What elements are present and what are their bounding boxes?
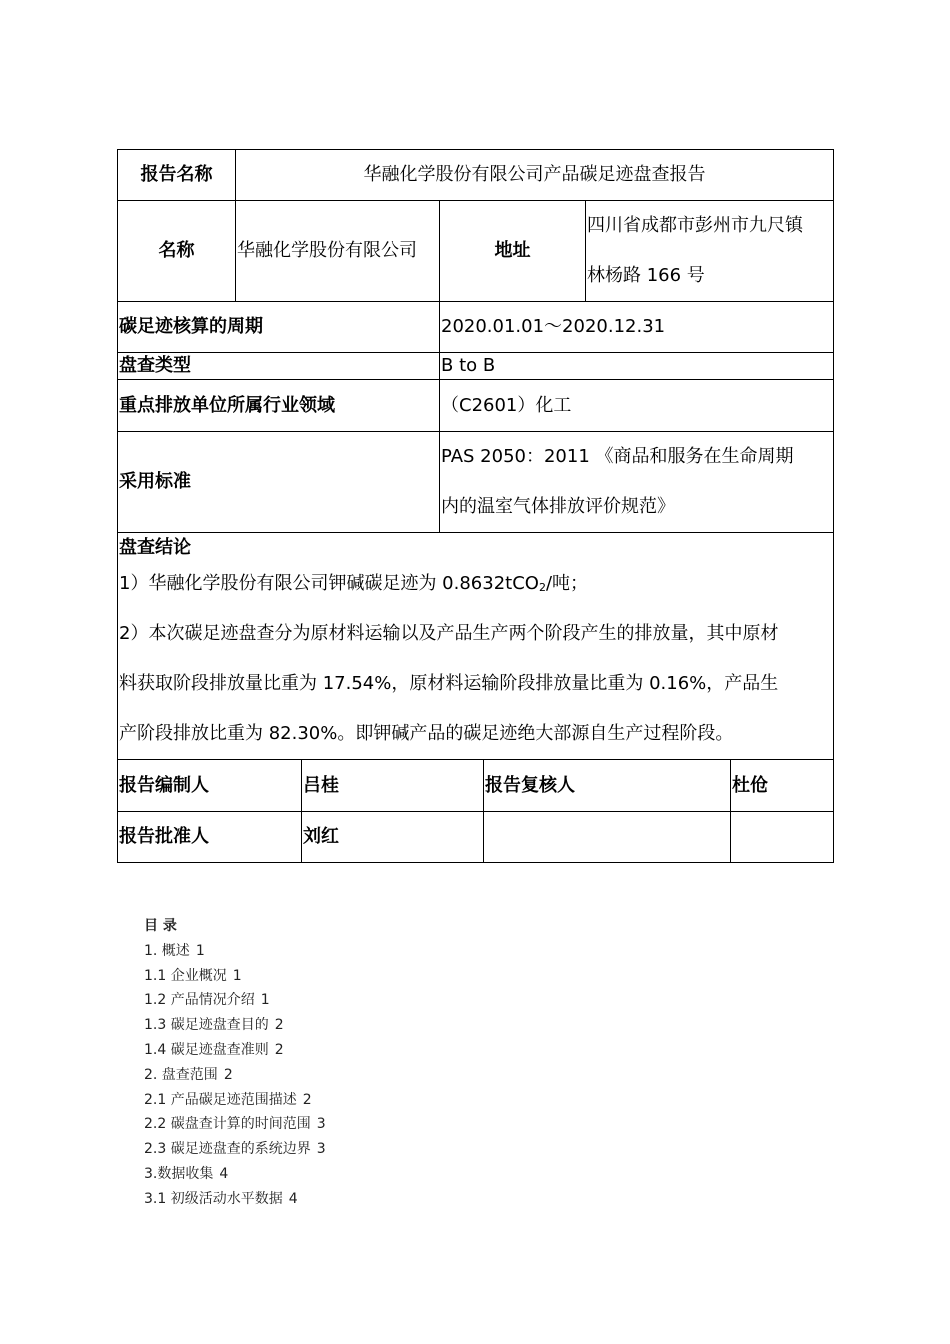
row-industry [118, 380, 834, 432]
standard-line-1: PAS 2050：2011 《商品和服务在生命周期 [441, 446, 794, 467]
table-of-contents [144, 914, 326, 1212]
empty-cell [484, 812, 731, 863]
toc-item[interactable]: 2. 盘查范围 2 [144, 1066, 233, 1083]
conclusion-item-1: 1）华融化学股份有限公司钾碱碳足迹为 0.8632tCO$_2$/吨； [119, 573, 589, 594]
toc-item[interactable]: 2.1 产品碳足迹范围描述 2 [144, 1091, 312, 1108]
industry-value: （C2601）化工 [440, 380, 834, 432]
toc-item[interactable]: 1.2 产品情况介绍 1 [144, 992, 270, 1009]
row-standard [118, 432, 834, 533]
type-value: B to B [440, 353, 834, 380]
row-approver [118, 812, 834, 863]
row-company [118, 201, 834, 302]
standard-label: 采用标准 [118, 432, 440, 533]
conclusion-label: 盘查结论 [119, 537, 191, 558]
address-line-1: 四川省成都市彭州市九尺镇 [587, 215, 803, 236]
type-label: 盘查类型 [118, 353, 440, 380]
report-info-table [117, 149, 834, 863]
row-compiler [118, 760, 834, 812]
toc-item[interactable]: 2.3 碳足迹盘查的系统边界 3 [144, 1141, 326, 1158]
conclusion-item-2-line-2: 料获取阶段排放量比重为 17.54%，原材料运输阶段排放量比重为 0.16%，产品生 [119, 673, 779, 694]
compiler-value: 吕桂 [302, 760, 484, 812]
toc-item[interactable]: 1.4 碳足迹盘查准则 2 [144, 1041, 284, 1058]
standard-line-2: 内的温室气体排放评价规范》 [441, 496, 675, 517]
row-period [118, 302, 834, 353]
reviewer-label: 报告复核人 [484, 760, 731, 812]
period-value: 2020.01.01～2020.12.31 [440, 302, 834, 353]
row-type [118, 353, 834, 380]
report-name-value: 华融化学股份有限公司产品碳足迹盘查报告 [236, 150, 834, 201]
toc-item[interactable]: 3.1 初级活动水平数据 4 [144, 1190, 298, 1207]
conclusion-item-2-line-3: 产阶段排放比重为 82.30%。即钾碱产品的碳足迹绝大部源自生产过程阶段。 [119, 723, 734, 744]
conclusion-item-2-line-1: 2）本次碳足迹盘查分为原材料运输以及产品生产两个阶段产生的排放量，其中原材 [119, 623, 779, 644]
report-name-label: 报告名称 [118, 150, 236, 201]
address-value [586, 201, 834, 302]
reviewer-value: 杜伧 [731, 760, 834, 812]
compiler-label: 报告编制人 [118, 760, 302, 812]
conclusion-cell [118, 533, 834, 760]
toc-item[interactable]: 1.1 企业概况 1 [144, 967, 242, 984]
company-name-label: 名称 [118, 201, 236, 302]
empty-cell [731, 812, 834, 863]
address-label: 地址 [440, 201, 586, 302]
company-name-value: 华融化学股份有限公司 [236, 201, 440, 302]
approver-label: 报告批准人 [118, 812, 302, 863]
industry-label: 重点排放单位所属行业领域 [118, 380, 440, 432]
toc-item[interactable]: 1.3 碳足迹盘查目的 2 [144, 1017, 284, 1034]
toc-item[interactable]: 3.数据收集 4 [144, 1165, 229, 1182]
toc-title: 目 录 [144, 918, 177, 934]
toc-item[interactable]: 1. 概述 1 [144, 942, 205, 959]
row-report-name [118, 150, 834, 201]
row-conclusion [118, 533, 834, 760]
approver-value: 刘红 [302, 812, 484, 863]
period-label: 碳足迹核算的周期 [118, 302, 440, 353]
toc-item[interactable]: 2.2 碳盘查计算的时间范围 3 [144, 1116, 326, 1133]
address-line-2: 林杨路 166 号 [587, 265, 705, 286]
standard-value [440, 432, 834, 533]
